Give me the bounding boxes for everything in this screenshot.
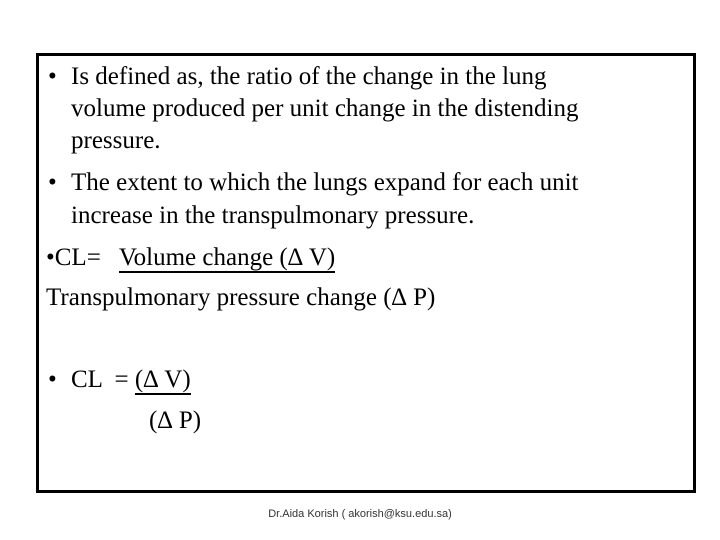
formula-1-numerator: Volume change (∆ V) [118,244,336,271]
formula-2-lhs: CL = [71,366,135,393]
slide-content-box [36,53,696,493]
bullet: • [48,169,57,196]
formula-1-denominator: Transpulmonary pressure change (∆ P) [46,284,436,311]
formula-1-lhs: •CL= [46,244,101,271]
definition-line-2: volume produced per unit change in the distending [71,95,579,122]
definition-text-1: Is defined as, the ratio of the change in the lung [71,63,547,90]
bullet: • [48,366,57,393]
formula-1-numerator-line [46,243,335,273]
bullet: • [48,63,57,90]
extent-text-1: The extent to which the lungs expand for each unit [71,169,579,196]
extent-line-1 [48,168,578,198]
extent-line-2: increase in the transpulmonary pressure. [71,202,475,229]
footer-credit: Dr.Aida Korish ( akorish@ksu.edu.sa) [268,508,452,520]
definition-line-1 [48,62,547,92]
formula-2-denominator: (∆ P) [149,407,202,434]
formula-2-numerator-line [48,365,191,395]
definition-line-3: pressure. [71,127,161,154]
formula-2-numerator: (∆ V) [134,366,191,393]
